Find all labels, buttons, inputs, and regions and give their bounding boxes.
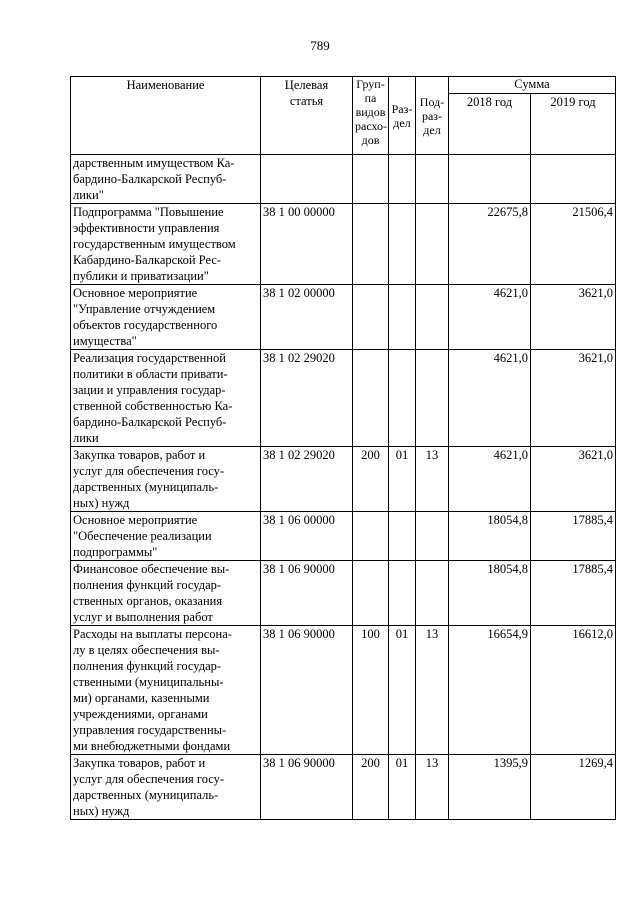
row-target-article: 38 1 06 90000 [261, 626, 353, 755]
row-sum-2018: 4621,0 [449, 285, 531, 350]
row-subsection [416, 512, 449, 561]
table-row [71, 155, 616, 204]
row-sum-2019: 3621,0 [531, 350, 616, 447]
row-name-line: полнения функций государ- [73, 659, 222, 673]
row-name-line: лики" [73, 188, 104, 202]
row-name-line: "Обеспечение реализации [73, 529, 212, 543]
row-subsection: 13 [416, 626, 449, 755]
row-name [71, 285, 261, 350]
row-name-line: публики и приватизации" [73, 269, 209, 283]
header-subsection [416, 77, 449, 155]
row-sum-2018 [449, 155, 531, 204]
row-name-line: подпрограммы" [73, 545, 158, 559]
header-year-2018: 2018 год [449, 94, 531, 155]
row-name-line: "Управление отчуждением [73, 302, 216, 316]
header-group-line: дов [361, 133, 380, 147]
row-section [389, 512, 416, 561]
row-name-line: Финансовое обеспечение вы- [73, 562, 230, 576]
row-name-line: Подпрограмма "Повышение [73, 205, 224, 219]
row-sum-2018: 16654,9 [449, 626, 531, 755]
row-subsection [416, 204, 449, 285]
row-section [389, 561, 416, 626]
row-name-line: услуг для обеспечения госу- [73, 464, 225, 478]
row-name-line: ных) нужд [73, 804, 130, 818]
row-name-line: ми) органами, казенными [73, 691, 210, 705]
row-sum-2019: 3621,0 [531, 447, 616, 512]
row-target-article: 38 1 02 29020 [261, 447, 353, 512]
row-name-line: услуг для обеспечения госу- [73, 772, 225, 786]
row-section [389, 350, 416, 447]
row-subsection [416, 155, 449, 204]
row-name [71, 512, 261, 561]
header-group-line: видов [355, 105, 386, 119]
row-name-line: объектов государственного [73, 318, 218, 332]
row-target-article: 38 1 06 00000 [261, 512, 353, 561]
row-target-article: 38 1 06 90000 [261, 755, 353, 820]
row-target-article: 38 1 02 29020 [261, 350, 353, 447]
header-group-line: расхо- [355, 119, 388, 133]
header-year-2019: 2019 год [531, 94, 616, 155]
row-subsection: 13 [416, 755, 449, 820]
row-expense-group: 100 [353, 626, 389, 755]
row-target-article: 38 1 02 00000 [261, 285, 353, 350]
row-expense-group [353, 285, 389, 350]
row-section: 01 [389, 447, 416, 512]
table-row [71, 626, 616, 755]
row-section: 01 [389, 626, 416, 755]
header-subsection-line: дел [423, 122, 441, 137]
row-name-line: полнения функций государ- [73, 578, 222, 592]
row-name-line: Закупка товаров, работ и [73, 448, 206, 462]
row-sum-2019: 16612,0 [531, 626, 616, 755]
row-target-article: 38 1 06 90000 [261, 561, 353, 626]
row-name-line: учреждениями, органами [73, 707, 208, 721]
row-name-line: дарственным имуществом Ка- [73, 156, 235, 170]
row-name-line: бардино-Балкарской Респуб- [73, 415, 227, 429]
table-row [71, 447, 616, 512]
row-section [389, 204, 416, 285]
row-sum-2018: 4621,0 [449, 350, 531, 447]
row-name-line: дарственных (муниципаль- [73, 788, 219, 802]
row-name-line: ственных органов, оказания [73, 594, 223, 608]
header-group-line: па [364, 91, 377, 105]
row-name [71, 626, 261, 755]
table-body [71, 155, 616, 820]
row-expense-group [353, 350, 389, 447]
header-section [389, 77, 416, 155]
row-name-line: Основное мероприятие [73, 513, 198, 527]
row-subsection: 13 [416, 447, 449, 512]
row-expense-group: 200 [353, 755, 389, 820]
row-sum-2019 [531, 155, 616, 204]
row-subsection [416, 350, 449, 447]
header-group-line: Груп- [356, 77, 385, 91]
table-row [71, 204, 616, 285]
row-name-line: эффективности управления [73, 221, 220, 235]
row-name-line: управления государственны- [73, 723, 227, 737]
row-target-article: 38 1 00 00000 [261, 204, 353, 285]
row-expense-group [353, 155, 389, 204]
row-name-line: лики [73, 431, 99, 445]
row-sum-2019: 17885,4 [531, 561, 616, 626]
row-name-line: государственным имуществом [73, 237, 236, 251]
table-row [71, 512, 616, 561]
row-section: 01 [389, 755, 416, 820]
row-subsection [416, 561, 449, 626]
row-sum-2018: 22675,8 [449, 204, 531, 285]
row-name-line: ми внебюджетными фондами [73, 739, 231, 753]
row-name-line: зации и управления государ- [73, 383, 226, 397]
row-sum-2018: 4621,0 [449, 447, 531, 512]
row-sum-2018: 1395,9 [449, 755, 531, 820]
row-name-line: политики в области привати- [73, 367, 228, 381]
header-expense-group [353, 77, 389, 155]
row-sum-2019: 3621,0 [531, 285, 616, 350]
header-section-line: Раз- [391, 101, 413, 116]
row-expense-group [353, 561, 389, 626]
row-name-line: имущества" [73, 334, 137, 348]
row-name-line: Реализация государственной [73, 351, 226, 365]
header-target-article [261, 77, 353, 155]
row-expense-group [353, 512, 389, 561]
row-subsection [416, 285, 449, 350]
row-name-line: ственной собственностью Ка- [73, 399, 233, 413]
table-row [71, 285, 616, 350]
row-name [71, 561, 261, 626]
table-row [71, 350, 616, 447]
row-section [389, 155, 416, 204]
header-name: Наименование [71, 77, 261, 155]
row-name-line: бардино-Балкарской Респуб- [73, 172, 227, 186]
row-name [71, 204, 261, 285]
row-target-article [261, 155, 353, 204]
row-name-line: Расходы на выплаты персона- [73, 627, 232, 641]
row-name-line: услуг и выполнения работ [73, 610, 213, 624]
row-sum-2018: 18054,8 [449, 512, 531, 561]
row-name-line: Закупка товаров, работ и [73, 756, 206, 770]
row-sum-2019: 21506,4 [531, 204, 616, 285]
budget-table [70, 76, 616, 820]
header-sum: Сумма [449, 77, 616, 94]
header-section-line: дел [393, 115, 411, 130]
row-name-line: лу в целях обеспечения вы- [73, 643, 220, 657]
row-name-line: ных) нужд [73, 496, 130, 510]
header-subsection-line: Под- [419, 94, 445, 109]
table-row [71, 755, 616, 820]
row-name-line: Кабардино-Балкарской Рес- [73, 253, 222, 267]
row-name [71, 155, 261, 204]
row-sum-2019: 17885,4 [531, 512, 616, 561]
row-sum-2019: 1269,4 [531, 755, 616, 820]
page-number: 789 [310, 38, 330, 53]
row-expense-group: 200 [353, 447, 389, 512]
row-name [71, 447, 261, 512]
row-expense-group [353, 204, 389, 285]
header-subsection-line: раз- [421, 108, 443, 123]
row-name-line: Основное мероприятие [73, 286, 198, 300]
row-sum-2018: 18054,8 [449, 561, 531, 626]
row-name [71, 755, 261, 820]
row-section [389, 285, 416, 350]
row-name-line: дарственных (муниципаль- [73, 480, 219, 494]
row-name [71, 350, 261, 447]
table-row [71, 561, 616, 626]
header-target-line: Целевая [284, 78, 329, 92]
header-target-line: статья [289, 94, 324, 108]
row-name-line: ственными (муниципальны- [73, 675, 224, 689]
